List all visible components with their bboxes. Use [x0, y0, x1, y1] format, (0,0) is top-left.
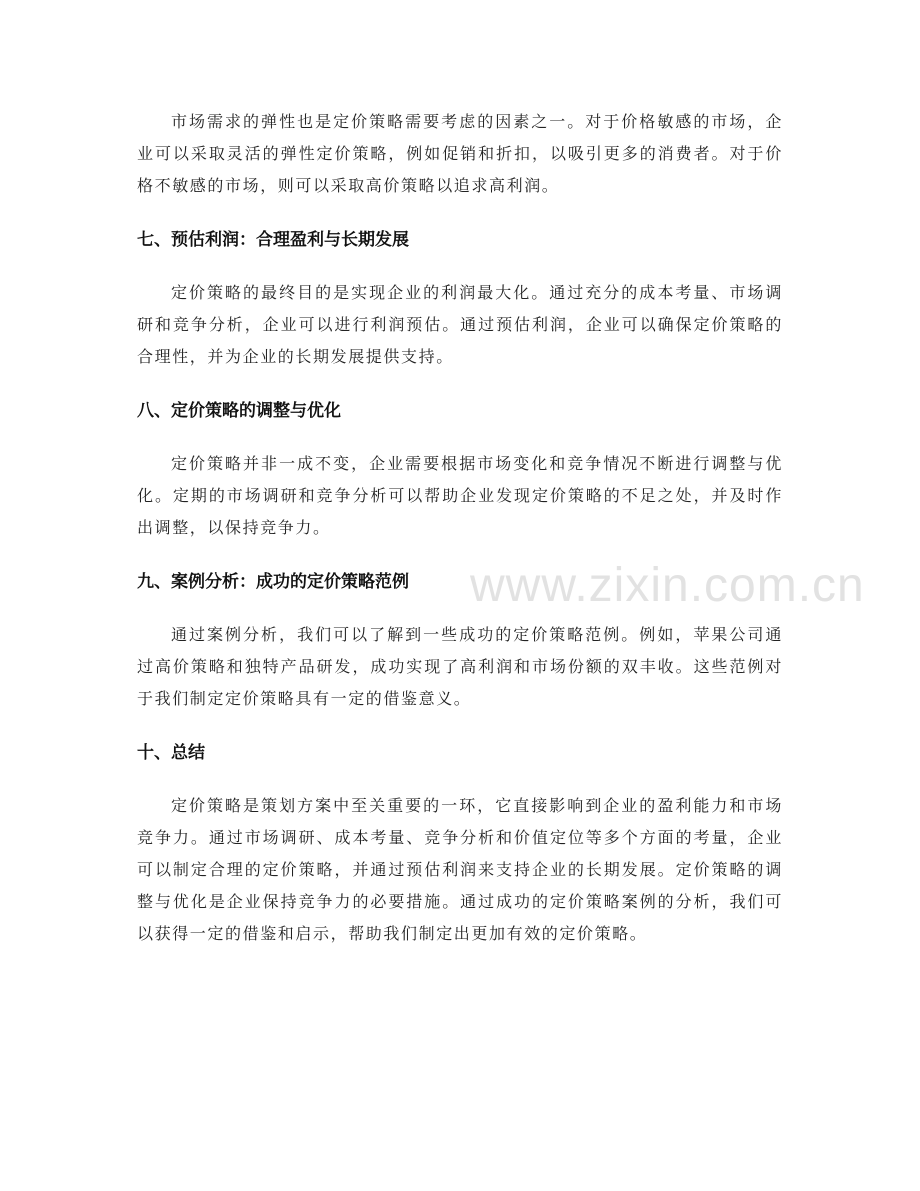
- paragraph-line: 出调整，以保持竞争力。: [137, 518, 331, 537]
- section-heading: 九、案例分析：成功的定价策略范例: [137, 572, 409, 592]
- section-heading: 十、总结: [137, 743, 205, 763]
- paragraph-line: 化。定期的市场调研和竞争分析可以帮助企业发现定价策略的不足之处，并及时作: [137, 486, 783, 505]
- section-heading: 七、预估利润：合理盈利与长期发展: [137, 230, 409, 250]
- paragraph-line: 过高价策略和独特产品研发，成功实现了高利润和市场份额的双丰收。这些范例对: [137, 657, 783, 676]
- watermark: www.zixin.com.cn: [470, 559, 865, 612]
- paragraph-line: 业可以采取灵活的弹性定价策略，例如促销和折扣，以吸引更多的消费者。对于价: [137, 144, 783, 163]
- paragraph-line: 可以制定合理的定价策略，并通过预估利润来支持企业的长期发展。定价策略的调: [137, 860, 783, 879]
- paragraph-line: 通过案例分析，我们可以了解到一些成功的定价策略范例。例如，苹果公司通: [171, 625, 783, 644]
- paragraph-line: 定价策略是策划方案中至关重要的一环，它直接影响到企业的盈利能力和市场: [171, 796, 783, 815]
- paragraph-line: 市场需求的弹性也是定价策略需要考虑的因素之一。对于价格敏感的市场，企: [171, 112, 783, 131]
- paragraph-line: 定价策略的最终目的是实现企业的利润最大化。通过充分的成本考量、市场调: [171, 283, 783, 302]
- paragraph-line: 整与优化是企业保持竞争力的必要措施。通过成功的定价策略案例的分析，我们可: [137, 892, 783, 911]
- paragraph-line: 定价策略并非一成不变，企业需要根据市场变化和竞争情况不断进行调整与优: [171, 454, 783, 473]
- paragraph-line: 竞争力。通过市场调研、成本考量、竞争分析和价值定位等多个方面的考量，企业: [137, 828, 783, 847]
- section-heading: 八、定价策略的调整与优化: [137, 401, 341, 421]
- paragraph-line: 格不敏感的市场，则可以采取高价策略以追求高利润。: [137, 176, 560, 195]
- paragraph-line: 以获得一定的借鉴和启示，帮助我们制定出更加有效的定价策略。: [137, 924, 648, 943]
- paragraph-line: 于我们制定定价策略具有一定的借鉴意义。: [137, 689, 472, 708]
- paragraph-line: 研和竞争分析，企业可以进行利润预估。通过预估利润，企业可以确保定价策略的: [137, 315, 783, 334]
- paragraph-line: 合理性，并为企业的长期发展提供支持。: [137, 347, 454, 366]
